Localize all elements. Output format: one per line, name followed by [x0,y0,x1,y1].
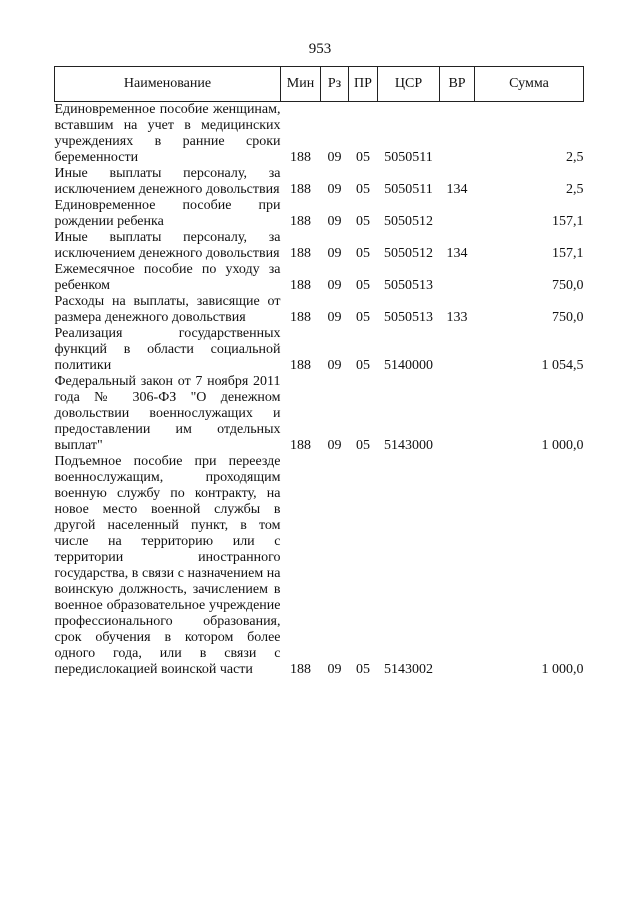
row-rz: 09 [327,182,342,197]
row-pr: 05 [356,182,370,197]
table-row [55,262,584,294]
row-csr: 5143002 [384,662,433,677]
row-rz: 09 [327,358,342,373]
page-number: 953 [308,41,332,57]
row-rz: 09 [327,246,342,261]
row-name: Единовременное пособие женщинам, вставшим на учет в медицинских учреждениях в ранние сроки беременности [54,102,281,165]
table-row [55,230,584,262]
row-name: Федеральный закон от 7 ноября 2011 года № 306-ФЗ "О денежном довольствии военнослужащих и предоставлении им отдельных выплат" [54,374,281,453]
row-sum: 1 000,0 [541,662,584,677]
row-csr: 5143000 [384,438,433,453]
row-pr: 05 [356,214,370,229]
row-pr: 05 [356,358,370,373]
row-name: Подъемное пособие при переезде военнослужащим, проходящим военную службу по контракту, на новое место военной службы в другой населенный пункт, в том числе на территорию или с территории иностранного государства, в связи с назначением на воинскую должность, зачислением в военное образовательное учреждение профессионального образования, срок обучения в котором более одного года, или в связи с передислокацией воинской части [54,454,281,677]
row-name: Иные выплаты персоналу, за исключением денежного довольствия [54,230,281,261]
header-csr: ЦСР [378,67,440,102]
header-name: Наименование [55,67,281,102]
row-min: 188 [290,438,311,453]
row-pr: 05 [356,438,370,453]
row-vr: 134 [446,246,468,261]
row-min: 188 [290,662,311,677]
row-name: Реализация государственных функций в области социальной политики [54,326,281,373]
row-vr: 134 [446,182,468,197]
row-vr: 133 [446,310,468,325]
row-rz: 09 [327,310,342,325]
row-rz: 09 [327,214,342,229]
row-pr: 05 [356,662,370,677]
row-name: Единовременное пособие при рождении ребенка [54,198,281,229]
header-rz: Рз [321,67,349,102]
row-name: Ежемесячное пособие по уходу за ребенком [54,262,281,293]
row-vr [440,102,475,167]
header-sum: Сумма [475,67,584,102]
row-min: 188 [290,214,311,229]
row-sum: 157,1 [552,246,584,261]
row-rz: 09 [327,150,342,165]
row-min: 188 [290,150,311,165]
row-rz: 09 [327,662,342,677]
row-pr: 05 [356,246,370,261]
row-rz: 09 [327,438,342,453]
row-min: 188 [290,182,311,197]
header-pr: ПР [349,67,378,102]
row-pr: 05 [356,278,370,293]
row-rz: 09 [327,278,342,293]
row-vr [440,262,475,294]
row-csr: 5050512 [384,246,433,261]
row-csr: 5140000 [384,358,433,373]
row-sum: 157,1 [552,214,584,229]
row-sum: 750,0 [552,310,584,325]
row-min: 188 [290,246,311,261]
table-row [55,454,584,678]
table-row [55,326,584,374]
row-sum: 2,5 [566,150,584,165]
row-min: 188 [290,278,311,293]
header-min: Мин [281,67,321,102]
row-min: 188 [290,358,311,373]
table-row [55,166,584,198]
table-row [55,294,584,326]
budget-table [54,66,584,678]
row-pr: 05 [356,150,370,165]
row-sum: 1 000,0 [541,438,584,453]
row-pr: 05 [356,310,370,325]
row-csr: 5050511 [384,182,433,197]
row-min: 188 [290,310,311,325]
row-sum: 1 054,5 [541,358,584,373]
row-name: Расходы на выплаты, зависящие от размера денежного довольствия [54,294,281,325]
table-header-row [55,67,584,102]
row-vr [440,454,475,678]
header-vr: ВР [440,67,475,102]
row-vr [440,374,475,454]
row-vr [440,326,475,374]
row-sum: 2,5 [566,182,584,197]
table-row [55,374,584,454]
table-row [55,198,584,230]
row-csr: 5050513 [384,278,433,293]
row-sum: 750,0 [552,278,584,293]
row-csr: 5050511 [384,150,433,165]
row-csr: 5050512 [384,214,433,229]
row-vr [440,198,475,230]
row-name: Иные выплаты персоналу, за исключением денежного довольствия [54,166,281,197]
table-row [55,102,584,167]
row-csr: 5050513 [384,310,433,325]
